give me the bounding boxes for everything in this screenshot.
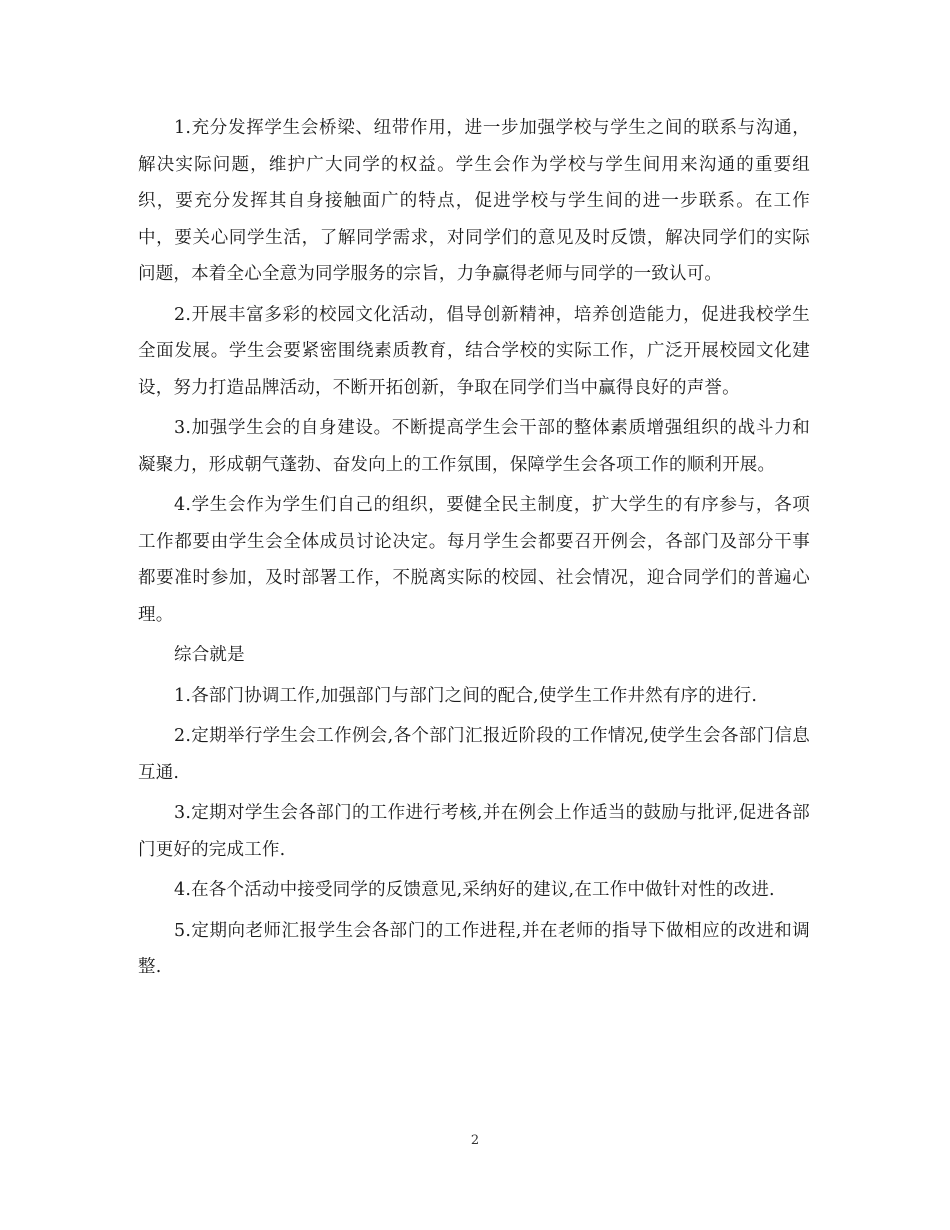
paragraph-self-building: 3.加强学生会的自身建设。不断提高学生会干部的整体素质增强组织的战斗力和凝聚力，形成朝气蓬勃、奋发向上的工作氛围，保障学生会各项工作的顺利开展。 bbox=[138, 418, 810, 475]
paragraph-summary-item-3: 3.定期对学生会各部门的工作进行考核,并在例会上作适当的鼓励与批评,促进各部门更好的完成工作. bbox=[138, 803, 810, 860]
paragraph-summary-item-4: 4.在各个活动中接受同学的反馈意见,采纳好的建议,在工作中做针对性的改进. bbox=[174, 880, 775, 900]
paragraph-summary-item-1: 1.各部门协调工作,加强部门与部门之间的配合,使学生工作井然有序的进行. bbox=[174, 685, 758, 706]
paragraph-summary-heading: 综合就是 bbox=[174, 645, 245, 665]
paragraph-summary-item-5: 5.定期向老师汇报学生会各部门的工作进程,并在老师的指导下做相应的改进和调整. bbox=[138, 920, 810, 977]
paragraph-campus-culture: 2.开展丰富多彩的校园文化活动，倡导创新精神，培养创造能力，促进我校学生全面发展。学生会要紧密围绕素质教育，结合学校的实际工作，广泛开展校园文化建设，努力打造品牌活动，不断开拓创新，争取在同学们当中赢得良好的声誉。 bbox=[138, 304, 810, 398]
paragraph-role-bridge: 1.充分发挥学生会桥梁、纽带作用，进一步加强学校与学生之间的联系与沟通，解决实际问题，维护广大同学的权益。学生会作为学校与学生间用来沟通的重要组织，要充分发挥其自身接触面广的特点，促进学校与学生间的进一步联系。在工作中，要关心同学生活，了解同学需求，对同学们的意见及时反馈，解决同学们的实际问题，本着全心全意为同学服务的宗旨，力争赢得老师与同学的一致认可。 bbox=[138, 118, 810, 284]
document-body bbox=[138, 110, 810, 990]
paragraph-democracy: 4.学生会作为学生们自己的组织，要健全民主制度，扩大学生的有序参与，各项工作都要由学生会全体成员讨论决定。每月学生会都要召开例会，各部门及部分干事都要准时参加，及时部署工作，不脱离实际的校园、社会情况，迎合同学们的普遍心理。 bbox=[138, 495, 810, 625]
paragraph-summary-item-2: 2.定期举行学生会工作例会,各个部门汇报近阶段的工作情况,使学生会各部门信息互通. bbox=[138, 726, 810, 783]
page-number: 2 bbox=[470, 1133, 480, 1148]
